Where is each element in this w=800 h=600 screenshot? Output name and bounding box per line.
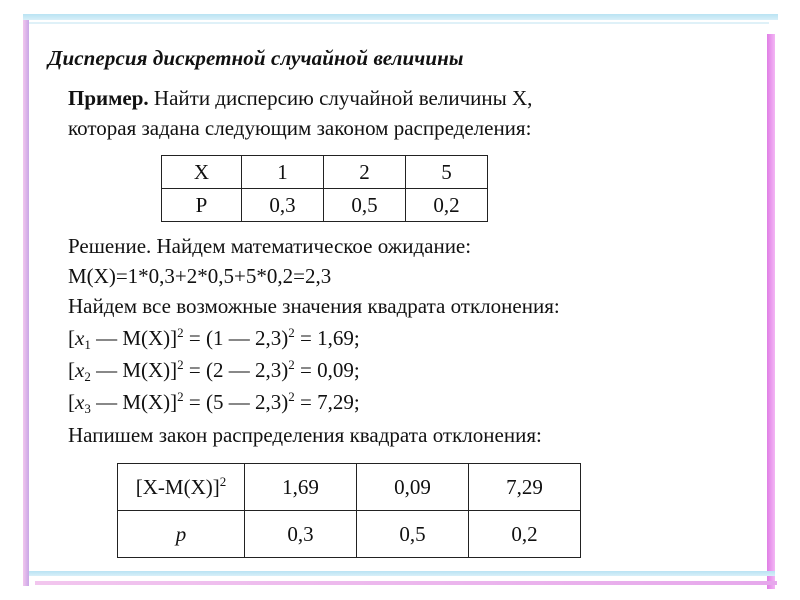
solution-line-1: Решение. Найдем математическое ожидание: bbox=[68, 234, 472, 258]
table-row-values bbox=[118, 464, 581, 511]
example-line-1 bbox=[68, 86, 532, 111]
table-cell: P bbox=[162, 189, 242, 222]
table-cell: 0,2 bbox=[469, 511, 581, 558]
solution-line-4: Напишем закон распределения квадрата отклонения: bbox=[68, 423, 542, 447]
table-cell: 2 bbox=[324, 156, 406, 189]
squared-deviation-table bbox=[117, 463, 581, 558]
table-cell: 0,3 bbox=[242, 189, 324, 222]
deviation-formula-3: [$x_3$ — M(X)]$^2$ = (5 — 2,3)$^2$ = 7,29; bbox=[68, 389, 360, 416]
frame-right-bar bbox=[767, 34, 775, 589]
table-cell: 0,3 bbox=[245, 511, 357, 558]
slide-title: Дисперсия дискретной случайной величины bbox=[48, 46, 464, 70]
table-cell: X bbox=[162, 156, 242, 189]
example-text: Найти дисперсию случайной величины X, bbox=[153, 86, 533, 110]
table-cell: 1 bbox=[242, 156, 324, 189]
table-cell: 1,69 bbox=[245, 464, 357, 511]
table-cell: 5 bbox=[406, 156, 488, 189]
table-cell: 0,09 bbox=[357, 464, 469, 511]
deviation-formula-1: [$x_1$ — M(X)]$^2$ = (1 — 2,3)$^2$ = 1,69; bbox=[68, 325, 360, 352]
table-row-p bbox=[162, 189, 488, 222]
table-cell: 0,5 bbox=[324, 189, 406, 222]
frame-left-bar bbox=[23, 14, 29, 586]
table-row-x bbox=[162, 156, 488, 189]
frame-bottom-bar-inner bbox=[35, 581, 777, 585]
table-header-cell: $[X-M(X)]^2$ bbox=[118, 464, 245, 511]
expectation-formula: M(X)=1*0,3+2*0,5+5*0,2=2,3 bbox=[68, 264, 332, 288]
table-header-cell: p bbox=[118, 511, 245, 558]
table-cell: 0,5 bbox=[357, 511, 469, 558]
table-row-p bbox=[118, 511, 581, 558]
example-line-2: которая задана следующим законом распределения: bbox=[68, 116, 532, 140]
distribution-table bbox=[161, 155, 488, 222]
table-cell: 7,29 bbox=[469, 464, 581, 511]
solution-line-3: Найдем все возможные значения квадрата отклонения: bbox=[68, 294, 560, 318]
table-cell: 0,2 bbox=[406, 189, 488, 222]
deviation-formula-2: [$x_2$ — M(X)]$^2$ = (2 — 2,3)$^2$ = 0,09; bbox=[68, 357, 360, 384]
frame-top-bar-inner bbox=[29, 22, 769, 24]
frame-bottom-bar bbox=[29, 571, 775, 576]
frame-top-bar bbox=[23, 14, 778, 20]
example-label: Пример. bbox=[68, 86, 149, 110]
